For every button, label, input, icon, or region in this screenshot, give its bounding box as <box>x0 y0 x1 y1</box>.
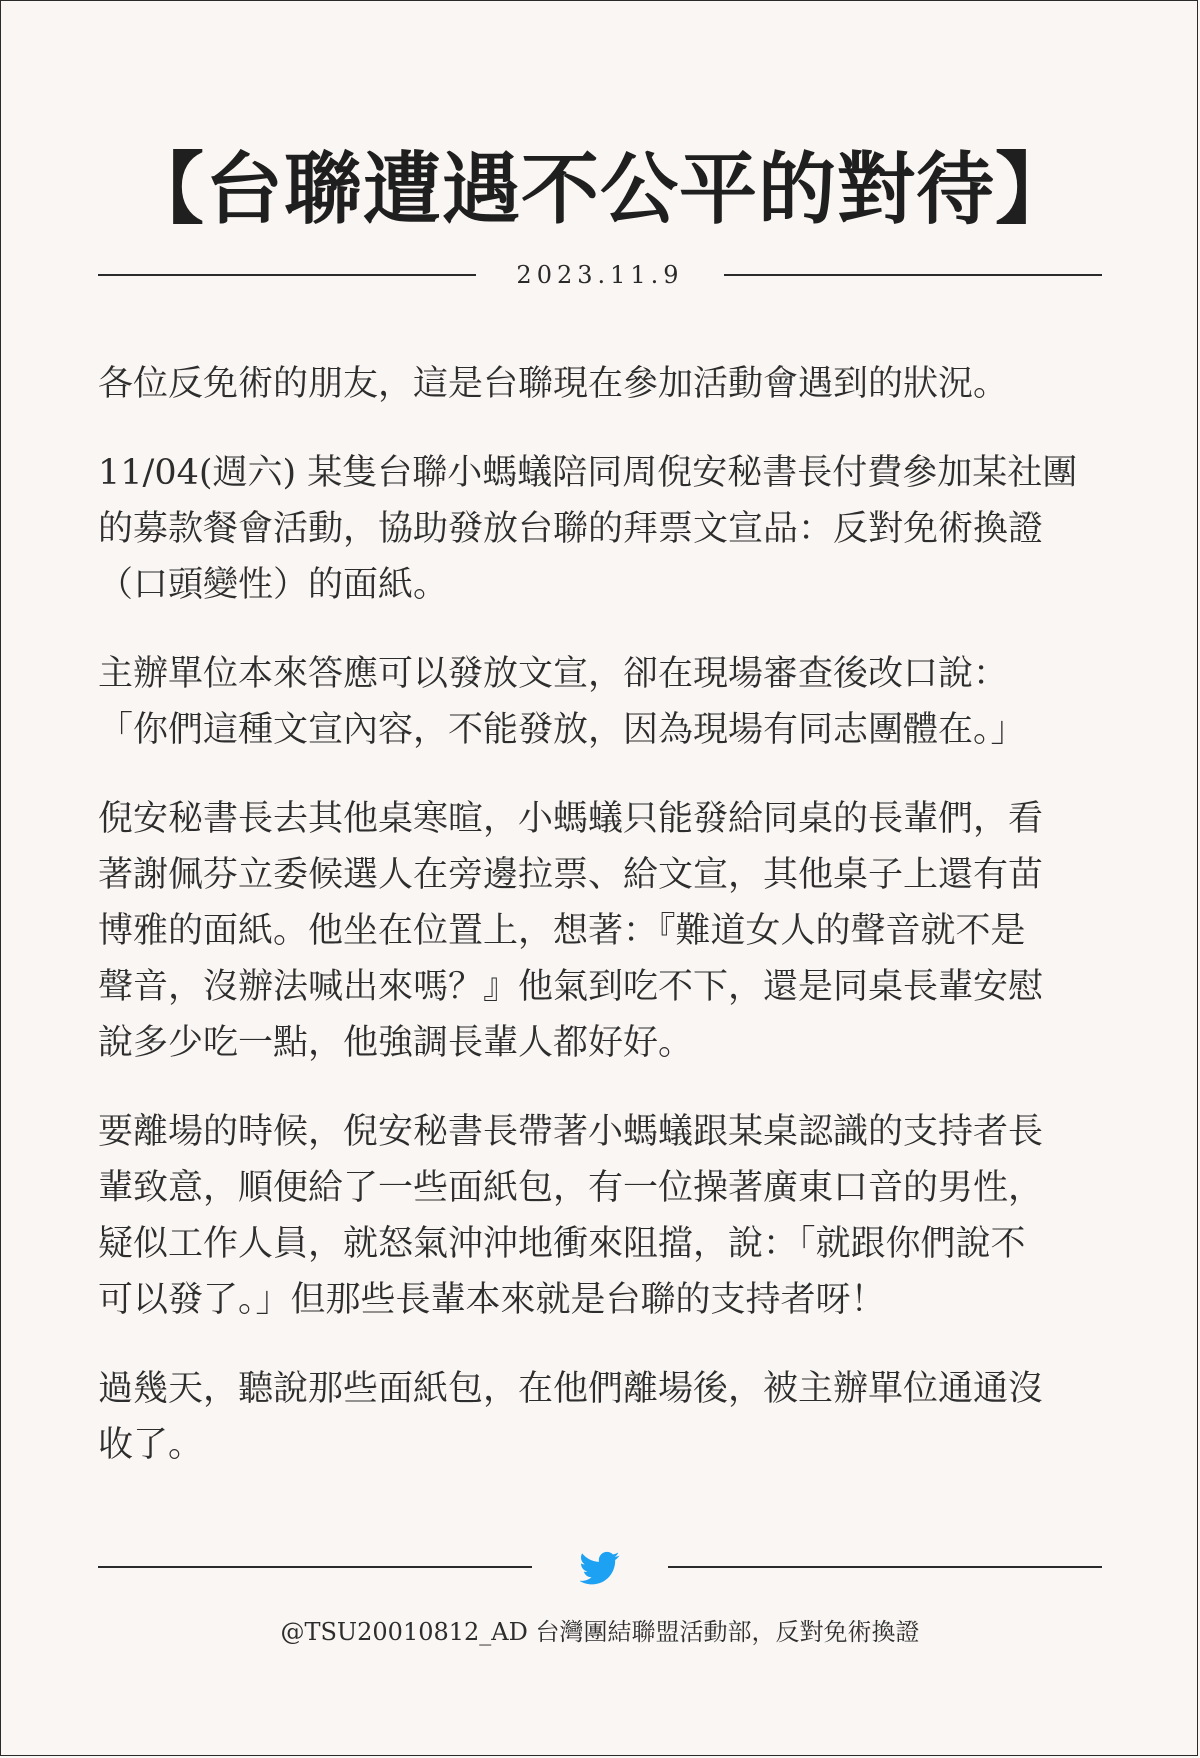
paragraph-1: 各位反免術的朋友，這是台聯現在參加活動會遇到的狀況。 <box>98 364 1009 404</box>
footer-divider-right <box>668 1566 1102 1568</box>
footer-divider-left <box>98 1566 532 1568</box>
footer-handle: @TSU20010812_AD 台灣團結聯盟活動部，反對免術換證 <box>280 1618 920 1646</box>
post-date: 2023.11.9 <box>516 261 684 289</box>
footer-divider <box>98 1548 1102 1588</box>
twitter-bird-icon <box>580 1548 620 1588</box>
paragraph-6: 過幾天，聽說那些面紙包，在他們離場後，被主辦單位通通沒 收了。 <box>98 1369 1044 1465</box>
article-body <box>98 356 1098 1506</box>
paragraph-2: 11/04(週六) 某隻台聯小螞蟻陪同周倪安秘書長付費參加某社團 的募款餐會活動，協助發放台聯的拜票文宣品：反對免術換證 （口頭變性）的面紙。 <box>98 453 1078 605</box>
paragraph-4: 倪安秘書長去其他桌寒暄，小螞蟻只能發給同桌的長輩們，看 著謝佩芬立委候選人在旁邊拉票、給文宣，其他桌子上還有苗 博雅的面紙。他坐在位置上，想著：『難道女人的聲音就不是 聲音，沒辦法喊出來嗎？』他氣到吃不下，還是同桌長輩安慰 說多少吃一點，他強調長輩人都好好。 <box>98 799 1044 1063</box>
paragraph-3: 主辦單位本來答應可以發放文宣，卻在現場審查後改口說： 「你們這種文宣內容，不能發放，因為現場有同志團體在。」 <box>98 654 1026 750</box>
date-row <box>98 262 1102 288</box>
divider-right <box>724 274 1102 276</box>
paragraph-5: 要離場的時候，倪安秘書長帶著小螞蟻跟某桌認識的支持者長 輩致意，順便給了一些面紙包，有一位操著廣東口音的男性， 疑似工作人員，就怒氣沖沖地衝來阻擋，說：「就跟你們說不 可以發了。」但那些長輩本來就是台聯的支持者呀！ <box>98 1112 1044 1320</box>
page-title: 【台聯遭遇不公平的對待】 <box>125 145 1074 235</box>
